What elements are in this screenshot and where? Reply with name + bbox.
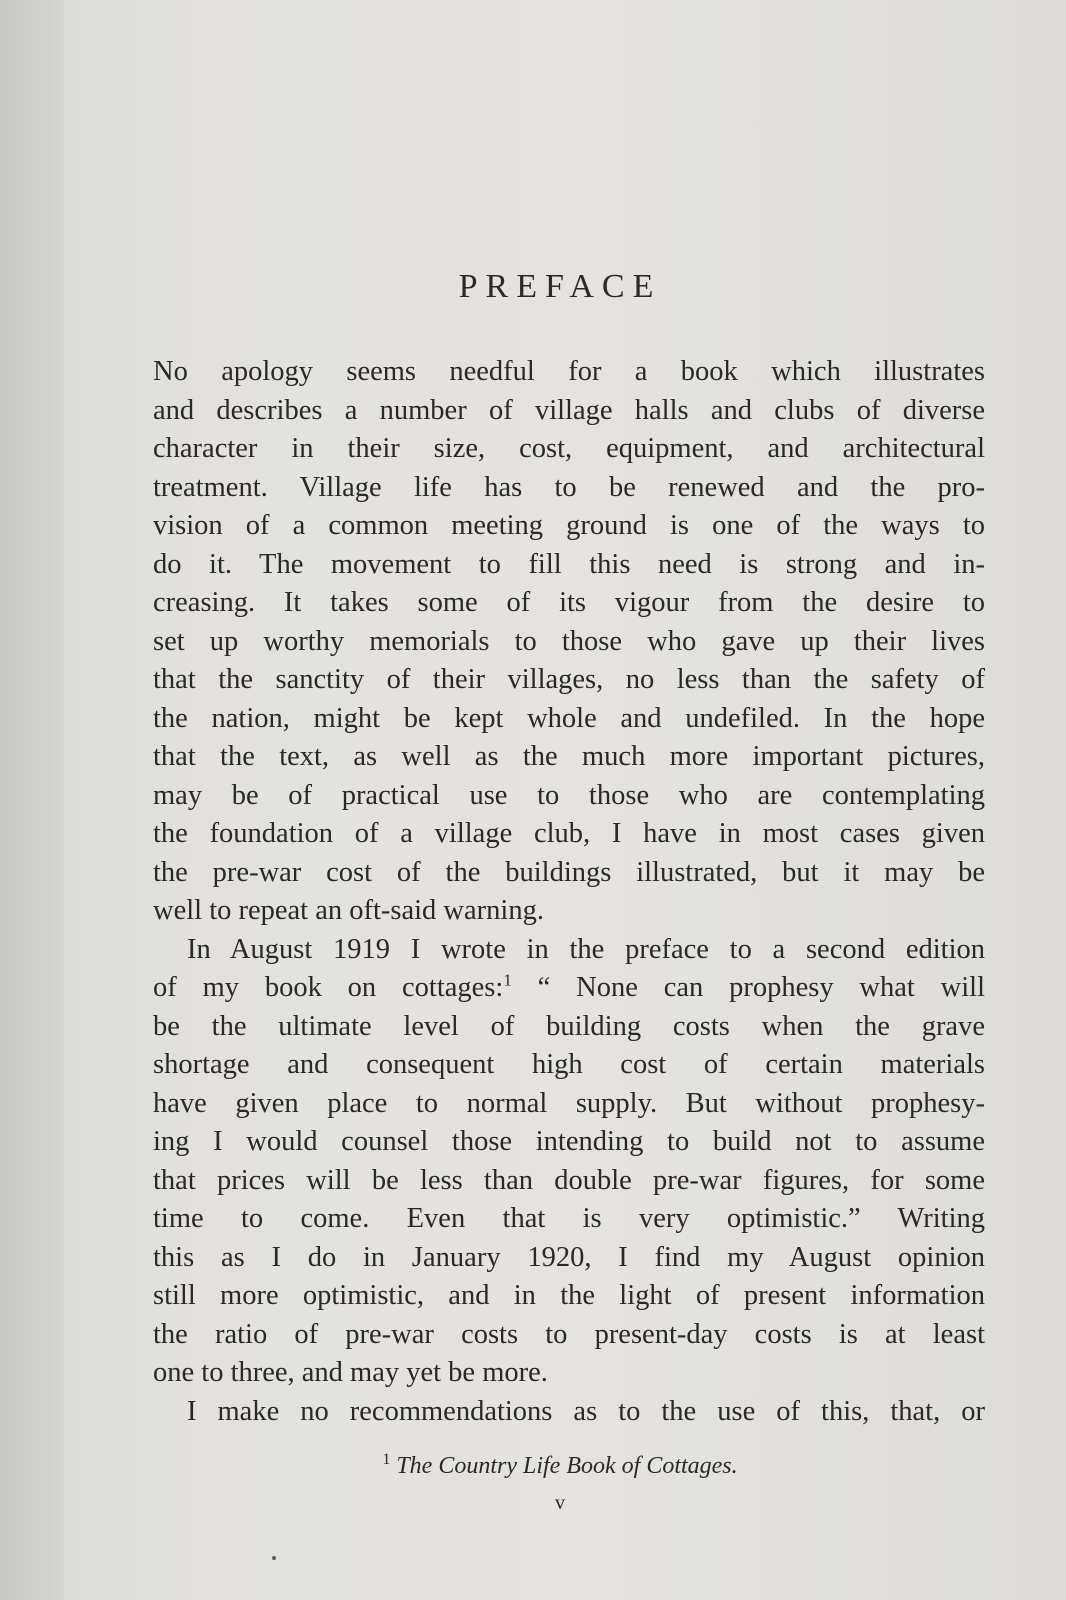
text-line: one to three, and may yet be more. [153,1357,548,1388]
text-line: still more optimistic, and in the light of present information [153,1280,985,1311]
text-line-with-footnote [153,969,985,1008]
text-line: treatment. Village life has to be renewed and the pro- [153,471,985,503]
footnote [0,1453,1066,1480]
text-line: be the ultimate level of building costs when the grave [153,1010,985,1042]
text-line: No apology seems needful for a book which illustrates [153,356,985,387]
footnote-reference: 1 [503,970,512,990]
text-line: and describes a number of village halls and clubs of diverse [153,394,985,426]
text-line: creasing. It takes some of its vigour from the desire to [153,587,985,618]
paper-speck [272,1556,276,1560]
text-line: I make no recommendations as to the use of this, that, or [187,1395,985,1427]
page-number: v [555,1492,565,1514]
text-line: In August 1919 I wrote in the preface to a second edition [187,933,985,965]
text-line: the ratio of pre-war costs to present-day costs is at least [153,1318,985,1350]
text-line: do it. The movement to fill this need is strong and in- [153,548,985,580]
text-line: have given place to normal supply. But without prophesy- [153,1087,985,1119]
text-line: well to repeat an oft-said warning. [153,895,544,926]
text-line: the foundation of a village club, I have in most cases given [153,818,985,849]
text-line: may be of practical use to those who are contemplating [153,779,985,811]
text-line: that the text, as well as the much more important pictures, [153,741,985,772]
text-fragment: “ None can prophesy what will [537,972,985,1003]
footnote-text: The Country Life Book of Cottages. [396,1453,738,1479]
text-line: shortage and consequent high cost of certain materials [153,1049,985,1080]
body-text [153,353,985,1431]
footnote-marker: 1 [382,1451,391,1468]
text-line: time to come. Even that is very optimistic.” Writing [153,1203,985,1234]
text-line: this as I do in January 1920, I find my August opinion [153,1241,985,1273]
text-line: vision of a common meeting ground is one of the ways to [153,510,985,541]
text-fragment: of my book on cottages: [153,972,504,1003]
page-gutter-shadow [0,0,64,1600]
text-line: set up worthy memorials to those who gave up their lives [153,625,985,657]
text-line: that prices will be less than double pre-war figures, for some [153,1164,985,1196]
text-line: character in their size, cost, equipment, and architectural [153,433,985,464]
text-line: that the sanctity of their villages, no less than the safety of [153,664,985,695]
text-line: the nation, might be kept whole and undefiled. In the hope [153,702,985,734]
page-title: PREFACE [458,268,662,305]
text-line: the pre-war cost of the buildings illustrated, but it may be [153,856,985,888]
text-line: ing I would counsel those intending to build not to assume [153,1126,985,1157]
